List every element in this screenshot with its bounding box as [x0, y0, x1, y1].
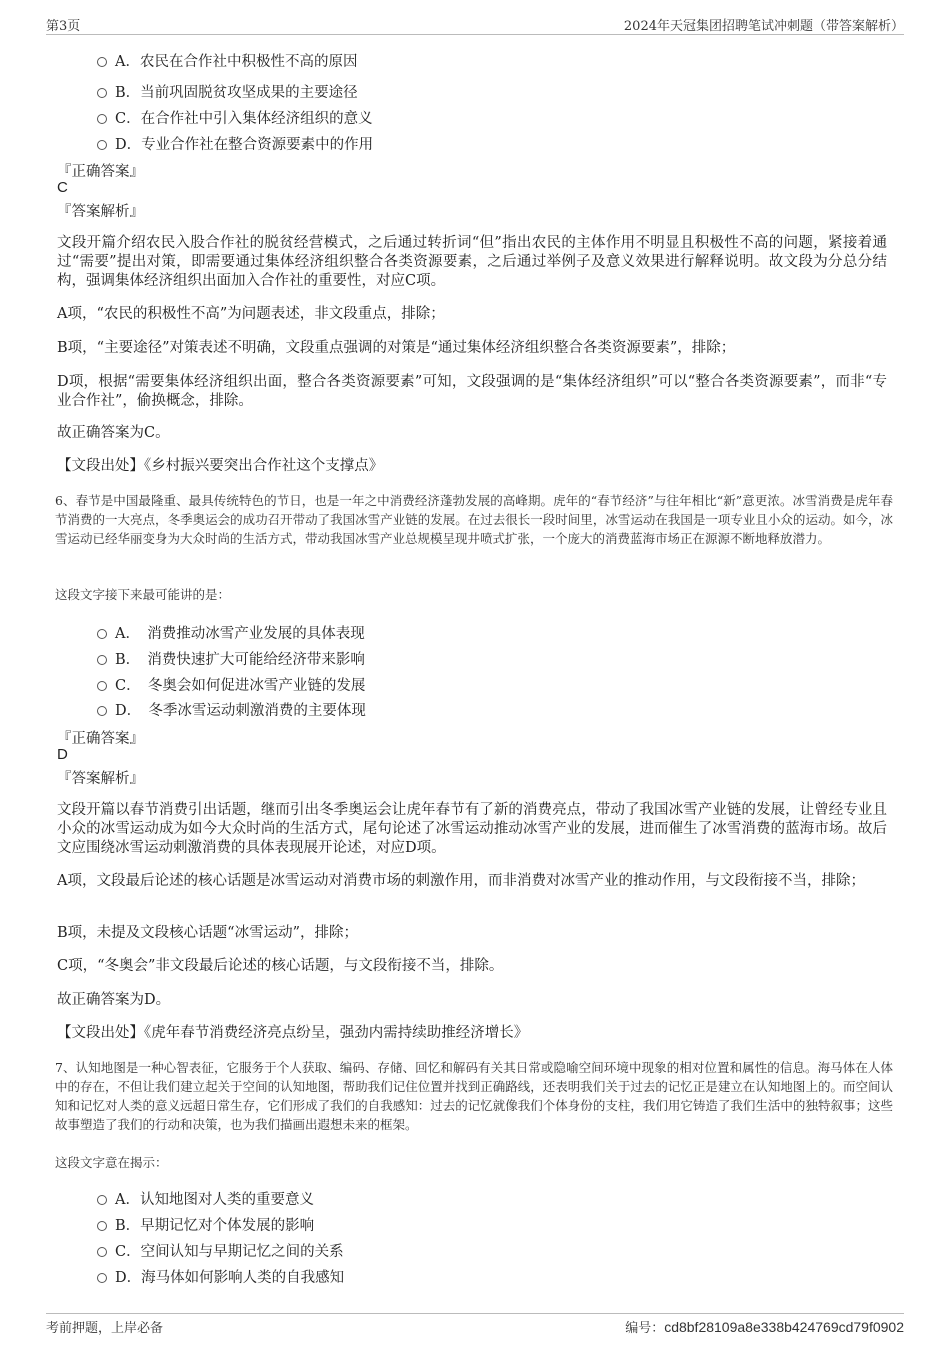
q7-text: 7、认知地图是一种心智表征，它服务于个人获取、编码、存储、回忆和解码有关其日常或隐喻空间环境中现象的相对位置和属性的信息。海马体在人体中的存在，不但让我们建立起关于空间的认知地图，帮助我们记住位置并找到正确路线，还表明我们关于过去的记忆正是建立在认知地图上的。而空间认知和记忆对人类的意义远超日常生存，它们形成了我们的自我感知：过去的记忆就像我们个体身份的支柱，我们用它铸造了我们生活中的独特叙事；这些故事塑造了我们的行动和决策，也为我们描画出遐想未来的框架。	[55, 1060, 893, 1132]
q7-option-a[interactable]: A．认知地图对人类的重要意义	[97, 1188, 314, 1209]
radio-icon	[97, 1195, 107, 1205]
q5-answer-label: 『正确答案』	[57, 164, 144, 180]
radio-icon	[97, 1221, 107, 1231]
q6-note-c: C项，“冬奥会”非文段最后论述的核心话题，与文段衔接不当，排除。	[57, 958, 504, 974]
q5-analysis: 文段开篇介绍农民入股合作社的脱贫经营模式，之后通过转折词“但”指出农民的主体作用不明显且积极性不高的问题，紧接着通过“需要”提出对策，即需要通过集体经济组织整合各类资源要素，之后通过举例子及意义效果进行解释说明。故文段为分总分结构，强调集体经济组织出面加入合作社的重要性，对应C项。	[57, 235, 887, 289]
q6-option-c[interactable]: C． 冬奥会如何促进冰雪产业链的发展	[97, 674, 365, 695]
radio-icon	[97, 88, 107, 98]
q5-note-a: A项，“农民的积极性不高”为问题表述，非文段重点，排除；	[57, 306, 445, 322]
q5-source: 【文段出处】《乡村振兴要突出合作社这个支撑点》	[57, 458, 384, 474]
q6-source: 【文段出处】《虎年春节消费经济亮点纷呈，强劲内需持续助推经济增长》	[57, 1025, 529, 1041]
page-footer	[46, 1313, 904, 1336]
q7-prompt: 这段文字意在揭示：	[55, 1155, 168, 1170]
q6-text: 6、春节是中国最隆重、最具传统特色的节日，也是一年之中消费经济蓬勃发展的高峰期。虎年的“春节经济”与往年相比“新”意更浓。冰雪消费是虎年春节消费的一大亮点，冬季奥运会的成功召开带动了我国冰雪产业链的发展。在过去很长一段时间里，冰雪运动在我国是一项专业且小众的运动。如今，冰雪运动已经华丽变身为大众时尚的生活方式，带动我国冰雪产业总规模呈现井喷式扩张，一个庞大的消费蓝海市场正在源源不断地释放潜力。	[55, 493, 893, 546]
q5-option-b[interactable]: B．当前巩固脱贫攻坚成果的主要途径	[97, 81, 358, 102]
code-value: cd8bf28109a8e338b424769cd79f0902	[664, 1319, 904, 1335]
q6-analysis-label: 『答案解析』	[57, 771, 144, 787]
q5-note-b: B项，“主要途径”对策表述不明确，文段重点强调的对策是“通过集体经济组织整合各类资源要素”，排除；	[57, 340, 736, 356]
q6-note-a: A项，文段最后论述的核心话题是冰雪运动对消费市场的刺激作用，而非消费对冰雪产业的推动作用，与文段衔接不当，排除；	[57, 873, 865, 889]
document-title: 2024年天冠集团招聘笔试冲刺题（带答案解析）	[623, 19, 904, 34]
radio-icon	[97, 681, 107, 691]
radio-icon	[97, 629, 107, 639]
document-code	[625, 1317, 904, 1336]
q7-option-c[interactable]: C．空间认知与早期记忆之间的关系	[97, 1240, 344, 1261]
q6-prompt: 这段文字接下来最可能讲的是：	[55, 587, 231, 602]
q6-analysis: 文段开篇以春节消费引出话题，继而引出冬季奥运会让虎年春节有了新的消费亮点，带动了我国冰雪产业链的发展，让曾经专业且小众的冰雪运动成为如今大众时尚的生活方式，尾句论述了冰雪运动推动冰雪产业的发展，进而催生了冰雪消费的蓝海市场。故后文应围绕冰雪运动刺激消费的具体表现展开论述，对应D项。	[57, 802, 887, 856]
radio-icon	[97, 1273, 107, 1283]
radio-icon	[97, 140, 107, 150]
radio-icon	[97, 655, 107, 665]
code-label: 编号：	[625, 1321, 665, 1336]
q5-note-d: D项，根据“需要集体经济组织出面，整合各类资源要素”可知，文段强调的是“集体经济组织”可以“整合各类资源要素”，而非“专业合作社”，偷换概念，排除。	[57, 374, 887, 409]
footer-slogan: 考前押题，上岸必备	[46, 1321, 164, 1336]
radio-icon	[97, 1247, 107, 1257]
q5-option-c[interactable]: C．在合作社中引入集体经济组织的意义	[97, 107, 373, 128]
q6-option-a[interactable]: A． 消费推动冰雪产业发展的具体表现	[97, 622, 365, 643]
q6-answer: D	[57, 746, 68, 763]
q6-option-b[interactable]: B． 消费快速扩大可能给经济带来影响	[97, 648, 365, 669]
q5-conclusion: 故正确答案为C。	[57, 425, 170, 441]
q7-option-d[interactable]: D．海马体如何影响人类的自我感知	[97, 1266, 344, 1287]
q5-option-d[interactable]: D．专业合作社在整合资源要素中的作用	[97, 133, 373, 154]
page-number: 第3页	[46, 19, 81, 34]
q6-answer-label: 『正确答案』	[57, 731, 144, 747]
q6-option-d[interactable]: D． 冬季冰雪运动刺激消费的主要体现	[97, 699, 366, 720]
q5-answer: C	[57, 179, 68, 196]
page-header	[46, 14, 904, 35]
q5-analysis-label: 『答案解析』	[57, 204, 144, 220]
q6-note-b: B项，未提及文段核心话题“冰雪运动”，排除；	[57, 925, 358, 941]
q6-conclusion: 故正确答案为D。	[57, 992, 171, 1008]
q5-option-a[interactable]: A．农民在合作社中积极性不高的原因	[97, 50, 357, 71]
q7-option-b[interactable]: B．早期记忆对个体发展的影响	[97, 1214, 314, 1235]
radio-icon	[97, 706, 107, 716]
radio-icon	[97, 114, 107, 124]
radio-icon	[97, 57, 107, 67]
